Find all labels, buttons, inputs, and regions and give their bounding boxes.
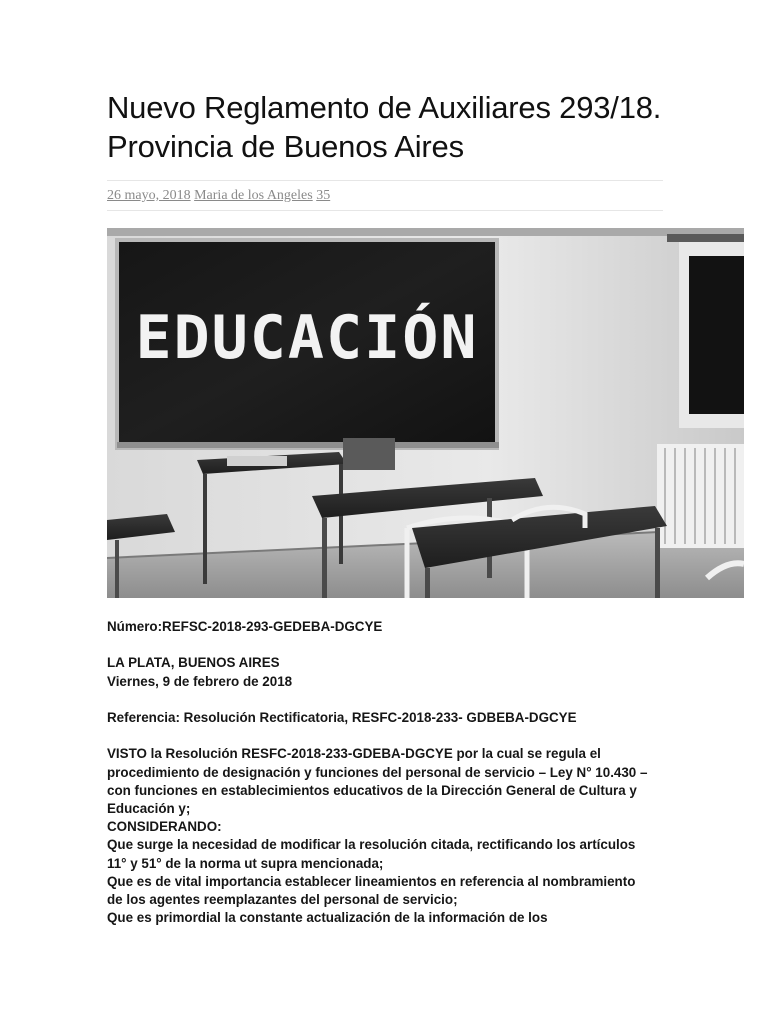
considerando-paragraph-3: Que es primordial la constante actualización de la información de los	[107, 910, 548, 926]
board-chalk-text: EDUCACIÓN	[135, 303, 479, 373]
considerando-heading: CONSIDERANDO:	[107, 819, 222, 835]
article-title: Nuevo Reglamento de Auxiliares 293/18. Provincia de Buenos Aires	[107, 90, 662, 164]
classroom-photo	[107, 228, 744, 598]
reference-line: Referencia: Resolución Rectificatoria, RESFC-2018-233- GDBEBA-DGCYE	[107, 709, 577, 725]
article-body	[107, 618, 652, 927]
comments-count-link[interactable]: 35	[316, 188, 331, 203]
resolution-number: Número:REFSC-2018-293-GEDEBA-DGCYE	[107, 619, 383, 634]
meta-divider-top	[107, 180, 663, 181]
date-line: Viernes, 9 de febrero de 2018	[107, 673, 293, 689]
post-meta	[107, 188, 330, 204]
classroom-hero-image	[107, 228, 744, 598]
place: LA PLATA, BUENOS AIRES	[107, 655, 280, 671]
visto-paragraph: VISTO la Resolución RESFC-2018-233-GDEBA-DGCYE por la cual se regula el procedimiento de designación y funciones del personal de servicio – Ley N° 10.430 – con funciones en establecimientos educativos de la Dirección General de Cultura y Educación y;	[107, 746, 648, 816]
post-date-link[interactable]: 26 mayo, 2018	[107, 188, 191, 203]
author-link[interactable]: Maria de los Angeles	[194, 188, 313, 203]
meta-divider-bottom	[107, 210, 663, 211]
considerando-paragraph-1: Que surge la necesidad de modificar la resolución citada, rectificando los artículos 11° y 51° de la norma ut supra mencionada;	[107, 837, 636, 871]
considerando-paragraph-2: Que es de vital importancia establecer lineamientos en referencia al nombramiento de los agentes reemplazantes del personal de servicio;	[107, 873, 636, 907]
